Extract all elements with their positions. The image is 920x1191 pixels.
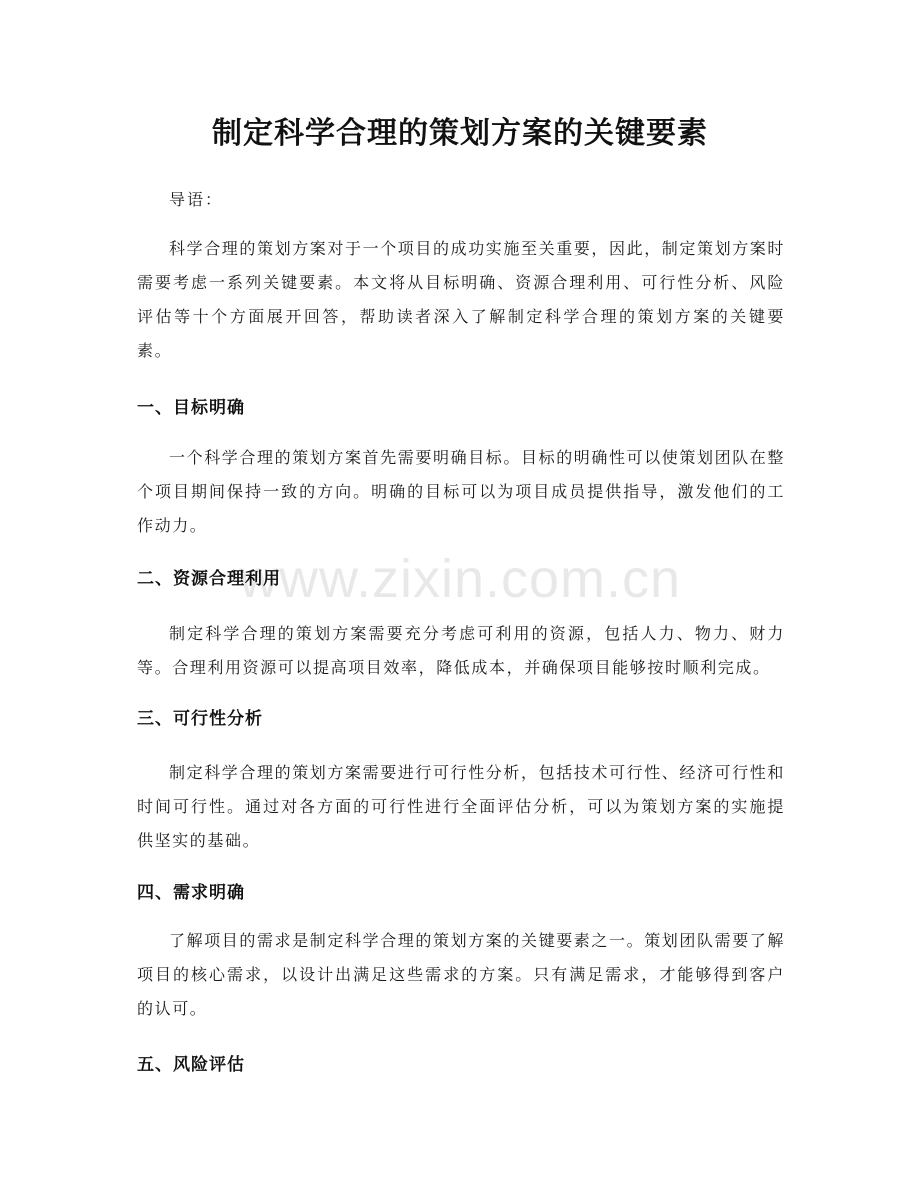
section-paragraph-4: 了解项目的需求是制定科学合理的策划方案的关键要素之一。策划团队需要了解项目的核心需求，以设计出满足这些需求的方案。只有满足需求，才能够得到客户的认可。	[137, 931, 786, 1018]
section-heading-3: 三、可行性分析	[137, 709, 263, 729]
intro-label: 导语：	[169, 190, 224, 209]
section-heading-1: 一、目标明确	[137, 398, 245, 418]
watermark: www.zixin.com.cn	[238, 549, 682, 609]
section-heading-4: 四、需求明确	[137, 883, 245, 903]
section-heading-5: 五、风险评估	[137, 1055, 245, 1075]
section-paragraph-2: 制定科学合理的策划方案需要充分考虑可利用的资源，包括人力、物力、财力等。合理利用资源可以提高项目效率，降低成本，并确保项目能够按时顺利完成。	[137, 624, 785, 677]
section-paragraph-3: 制定科学合理的策划方案需要进行可行性分析，包括技术可行性、经济可行性和时间可行性。通过对各方面的可行性进行全面评估分析，可以为策划方案的实施提供坚实的基础。	[137, 763, 786, 850]
document-title: 制定科学合理的策划方案的关键要素	[212, 116, 708, 151]
section-paragraph-1: 一个科学合理的策划方案首先需要明确目标。目标的明确性可以使策划团队在整个项目期间保持一致的方向。明确的目标可以为项目成员提供指导，激发他们的工作动力。	[137, 448, 786, 535]
section-heading-2: 二、资源合理利用	[137, 569, 281, 589]
intro-paragraph: 科学合理的策划方案对于一个项目的成功实施至关重要，因此，制定策划方案时需要考虑一系列关键要素。本文将从目标明确、资源合理利用、可行性分析、风险评估等十个方面展开回答，帮助读者深入了解制定科学合理的策划方案的关键要素。	[137, 239, 786, 360]
